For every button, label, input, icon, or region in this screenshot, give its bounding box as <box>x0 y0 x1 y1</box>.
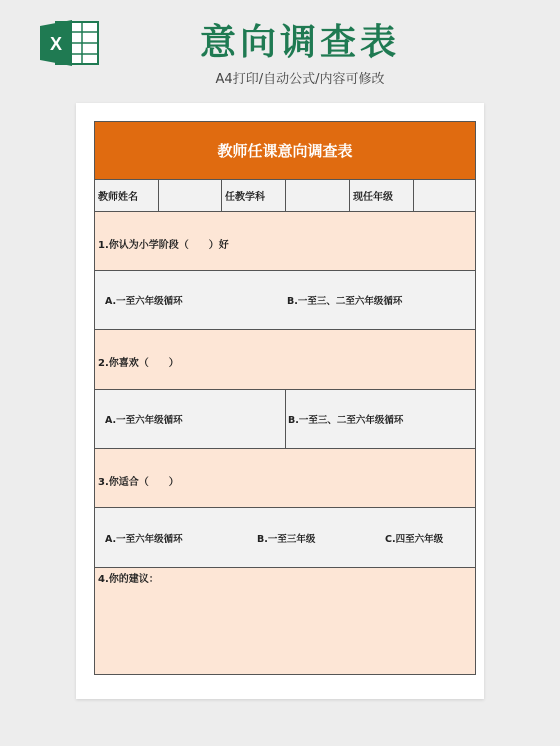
question-2-text: 2.你喜欢（ ） <box>98 358 179 369</box>
teacher-name-field[interactable] <box>159 180 222 211</box>
grade-field[interactable] <box>414 180 475 211</box>
subject-label: 任教学科 <box>222 180 286 211</box>
survey-form <box>94 121 476 675</box>
q3-option-a[interactable]: A.一至六年级循环 <box>105 533 183 545</box>
question-3 <box>95 449 475 508</box>
page-header <box>0 0 560 100</box>
question-3-options <box>95 508 475 568</box>
question-4-text: 4.你的建议： <box>98 574 159 585</box>
form-title: 教师任课意向调查表 <box>95 122 475 180</box>
question-2 <box>95 330 475 390</box>
teacher-info-row <box>95 180 475 212</box>
svg-text:X: X <box>49 34 63 54</box>
question-2-options <box>95 390 475 449</box>
q3-option-c[interactable]: C.四至六年级 <box>385 533 444 545</box>
suggestion-area[interactable] <box>95 568 475 674</box>
page-title: 意向调查表 <box>199 22 400 63</box>
document-paper <box>76 103 484 699</box>
page-subtitle: A4打印/自动公式/内容可修改 <box>215 72 385 87</box>
teacher-name-label: 教师姓名 <box>95 180 159 211</box>
question-1-options <box>95 271 475 330</box>
question-3-text: 3.你适合（ ） <box>98 477 179 488</box>
subject-field[interactable] <box>286 180 350 211</box>
excel-icon <box>38 18 100 68</box>
option-divider <box>285 390 286 448</box>
grade-label: 现任年级 <box>350 180 414 211</box>
q2-option-b[interactable]: B.一至三、二至六年级循环 <box>288 415 404 426</box>
question-1-text: 1.你认为小学阶段（ ）好 <box>98 240 229 251</box>
q3-option-b[interactable]: B.一至三年级 <box>257 533 316 545</box>
question-1 <box>95 212 475 271</box>
q1-option-a[interactable]: A.一至六年级循环 <box>105 296 183 307</box>
q2-option-a[interactable]: A.一至六年级循环 <box>105 415 183 426</box>
q1-option-b[interactable]: B.一至三、二至六年级循环 <box>287 296 403 307</box>
